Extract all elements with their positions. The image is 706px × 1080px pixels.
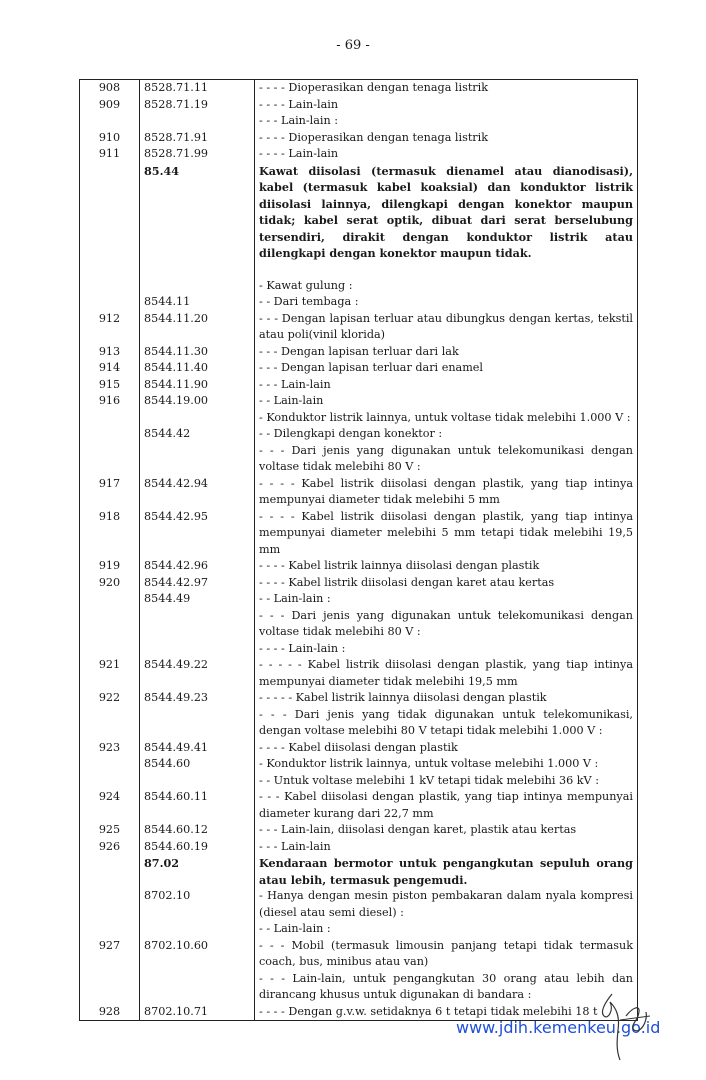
- description: - - - Lain-lain, untuk pengangkutan 30 orang atau lebih dan dirancang khusus untuk digunakan di bandara :: [255, 971, 638, 1004]
- table-row: [80, 740, 638, 757]
- description: - - - - Dengan g.v.w. setidaknya 6 t tetapi tidak melebihi 18 t: [255, 1004, 638, 1021]
- hs-code: 8544.60.19: [140, 839, 255, 856]
- hs-code: 8544.42.95: [140, 509, 255, 559]
- row-number: 924: [80, 789, 140, 822]
- table-row: [80, 443, 638, 476]
- row-number: 913: [80, 344, 140, 361]
- hs-code: 8702.10.60: [140, 938, 255, 971]
- table-row: [80, 97, 638, 114]
- row-number: 926: [80, 839, 140, 856]
- table-row: [80, 146, 638, 163]
- row-number: 914: [80, 360, 140, 377]
- table-row: [80, 575, 638, 592]
- hs-code: 8528.71.91: [140, 130, 255, 147]
- table-row: [80, 888, 638, 921]
- row-number: 921: [80, 657, 140, 690]
- description: - Konduktor listrik lainnya, untuk voltase tidak melebihi 1.000 V :: [255, 410, 638, 427]
- description: - Kawat gulung :: [255, 278, 638, 295]
- description: - - Lain-lain :: [255, 591, 638, 608]
- table-row: [80, 971, 638, 1004]
- hs-code: 8544.11.20: [140, 311, 255, 344]
- description: - - - - Kabel listrik lainnya diisolasi dengan plastik: [255, 558, 638, 575]
- hs-code: [140, 921, 255, 938]
- hs-code: [140, 707, 255, 740]
- description: - Hanya dengan mesin piston pembakaran dalam nyala kompresi (diesel atau semi diesel) :: [255, 888, 638, 921]
- table-row: [80, 641, 638, 658]
- description: - - - Lain-lain: [255, 839, 638, 856]
- table-row: [80, 278, 638, 295]
- description: - - Lain-lain: [255, 393, 638, 410]
- hs-code: 8544.60.12: [140, 822, 255, 839]
- description: - - - Lain-lain, diisolasi dengan karet, plastik atau kertas: [255, 822, 638, 839]
- description: - - Untuk voltase melebihi 1 kV tetapi tidak melebihi 36 kV :: [255, 773, 638, 790]
- row-number: [80, 113, 140, 130]
- table-row: [80, 311, 638, 344]
- hs-code: 8544.49: [140, 591, 255, 608]
- hs-code: 8544.42: [140, 426, 255, 443]
- row-number: 915: [80, 377, 140, 394]
- hs-code: 87.02: [140, 855, 255, 888]
- description: - - - - Dioperasikan dengan tenaga listrik: [255, 130, 638, 147]
- hs-code: 8544.60.11: [140, 789, 255, 822]
- hs-code: [140, 113, 255, 130]
- handwritten-signature-icon: [590, 986, 670, 1066]
- table-row: [80, 360, 638, 377]
- row-number: [80, 163, 140, 262]
- table-row: [80, 426, 638, 443]
- description: - - - - Lain-lain: [255, 146, 638, 163]
- row-number: 908: [80, 80, 140, 97]
- description: - - - Kabel diisolasi dengan plastik, yang tiap intinya mempunyai diameter kurang dari 22,7 mm: [255, 789, 638, 822]
- description: - - - - Kabel listrik diisolasi dengan karet atau kertas: [255, 575, 638, 592]
- description: - Konduktor listrik lainnya, untuk voltase melebihi 1.000 V :: [255, 756, 638, 773]
- description: - - - Dari jenis yang digunakan untuk telekomunikasi dengan voltase tidak melebihi 80 V :: [255, 443, 638, 476]
- table-row: [80, 921, 638, 938]
- row-number: 918: [80, 509, 140, 559]
- hs-code: 8544.49.22: [140, 657, 255, 690]
- table-row: [80, 344, 638, 361]
- table-row: [80, 163, 638, 262]
- table-row: [80, 410, 638, 427]
- hs-code: 8544.11: [140, 294, 255, 311]
- hs-code: 8544.60: [140, 756, 255, 773]
- page-number: - 69 -: [336, 38, 370, 53]
- row-number: [80, 855, 140, 888]
- description: - - - Dengan lapisan terluar dari enamel: [255, 360, 638, 377]
- table-row: [80, 393, 638, 410]
- hs-code: 8528.71.11: [140, 80, 255, 97]
- hs-code: 8544.11.40: [140, 360, 255, 377]
- description: - - - - - Kabel listrik lainnya diisolasi dengan plastik: [255, 690, 638, 707]
- row-number: [80, 443, 140, 476]
- row-number: 919: [80, 558, 140, 575]
- table-row: [80, 476, 638, 509]
- table-row: [80, 608, 638, 641]
- row-number: 927: [80, 938, 140, 971]
- spacer-row: [80, 262, 638, 278]
- hs-code: 8528.71.99: [140, 146, 255, 163]
- hs-code: [140, 410, 255, 427]
- description: - - - - Kabel listrik diisolasi dengan plastik, yang tiap intinya mempunyai diameter tidak melebihi 5 mm: [255, 476, 638, 509]
- description: - - - - Lain-lain :: [255, 641, 638, 658]
- row-number: [80, 888, 140, 921]
- hs-code: 8544.49.41: [140, 740, 255, 757]
- row-number: [80, 921, 140, 938]
- table-row: [80, 855, 638, 888]
- table-row: [80, 756, 638, 773]
- description: - - - Lain-lain :: [255, 113, 638, 130]
- hs-code: [140, 971, 255, 1004]
- description: - - - Mobil (termasuk limousin panjang tetapi tidak termasuk coach, bus, minibus atau van): [255, 938, 638, 971]
- table-row: [80, 773, 638, 790]
- table-row: [80, 591, 638, 608]
- footer-website-link[interactable]: www.jdih.kemenkeu.go.id: [456, 1018, 661, 1037]
- description: - - - - Lain-lain: [255, 97, 638, 114]
- table-row: [80, 294, 638, 311]
- table-row: [80, 113, 638, 130]
- table-row: [80, 509, 638, 559]
- table-row: [80, 80, 638, 97]
- hs-code: 8544.11.90: [140, 377, 255, 394]
- hs-code: [140, 641, 255, 658]
- table-row: [80, 707, 638, 740]
- row-number: 925: [80, 822, 140, 839]
- table-row: [80, 938, 638, 971]
- row-number: [80, 773, 140, 790]
- description: - - - Dengan lapisan terluar dari lak: [255, 344, 638, 361]
- description: - - - Dari jenis yang tidak digunakan untuk telekomunikasi, dengan voltase melebihi 80 V tetapi tidak melebihi 1.000 V :: [255, 707, 638, 740]
- description: - - - - Dioperasikan dengan tenaga listrik: [255, 80, 638, 97]
- hs-code: 8702.10.71: [140, 1004, 255, 1021]
- row-number: 923: [80, 740, 140, 757]
- hs-code: 8544.19.00: [140, 393, 255, 410]
- table-row: [80, 690, 638, 707]
- row-number: [80, 707, 140, 740]
- table-row: [80, 839, 638, 856]
- table-row: [80, 789, 638, 822]
- row-number: 920: [80, 575, 140, 592]
- description: - - - - Kabel listrik diisolasi dengan plastik, yang tiap intinya mempunyai diameter melebihi 5 mm tetapi tidak melebihi 19,5 mm: [255, 509, 638, 559]
- row-number: [80, 278, 140, 295]
- description: - - - Dari jenis yang digunakan untuk telekomunikasi dengan voltase tidak melebihi 80 V :: [255, 608, 638, 641]
- table-row: [80, 377, 638, 394]
- hs-code: 8544.42.97: [140, 575, 255, 592]
- row-number: 910: [80, 130, 140, 147]
- description: - - - - Kabel diisolasi dengan plastik: [255, 740, 638, 757]
- row-number: 922: [80, 690, 140, 707]
- table-row: [80, 130, 638, 147]
- row-number: [80, 641, 140, 658]
- row-number: 912: [80, 311, 140, 344]
- row-number: [80, 756, 140, 773]
- hs-code: [140, 443, 255, 476]
- description: Kawat diisolasi (termasuk dienamel atau dianodisasi), kabel (termasuk kabel koaksial) dan konduktor listrik diisolasi lainnya, dilengkapi dengan konektor maupun tidak; kabel serat optik, dibuat dari serat berselubung tersendiri, dirakit dengan konduktor listrik atau dilengkapi dengan konektor maupun tidak.: [255, 163, 638, 262]
- hs-code: 8544.42.94: [140, 476, 255, 509]
- description: Kendaraan bermotor untuk pengangkutan sepuluh orang atau lebih, termasuk pengemudi.: [255, 855, 638, 888]
- row-number: [80, 591, 140, 608]
- hs-code: 8544.49.23: [140, 690, 255, 707]
- hs-code: [140, 278, 255, 295]
- hs-code: 8544.11.30: [140, 344, 255, 361]
- hs-code: 8544.42.96: [140, 558, 255, 575]
- row-number: 916: [80, 393, 140, 410]
- description: - - - Lain-lain: [255, 377, 638, 394]
- hs-code: 8528.71.19: [140, 97, 255, 114]
- table-row: [80, 822, 638, 839]
- row-number: [80, 971, 140, 1004]
- tariff-table: [79, 79, 638, 1021]
- description: - - Dari tembaga :: [255, 294, 638, 311]
- row-number: 928: [80, 1004, 140, 1021]
- row-number: [80, 410, 140, 427]
- table-row: [80, 657, 638, 690]
- description: - - Lain-lain :: [255, 921, 638, 938]
- description: - - Dilengkapi dengan konektor :: [255, 426, 638, 443]
- hs-code: 8702.10: [140, 888, 255, 921]
- row-number: 917: [80, 476, 140, 509]
- table-row: [80, 558, 638, 575]
- hs-code: 85.44: [140, 163, 255, 262]
- row-number: 911: [80, 146, 140, 163]
- row-number: 909: [80, 97, 140, 114]
- hs-code: [140, 608, 255, 641]
- description: - - - - - Kabel listrik diisolasi dengan plastik, yang tiap intinya mempunyai diameter tidak melebihi 19,5 mm: [255, 657, 638, 690]
- hs-code: [140, 773, 255, 790]
- row-number: [80, 608, 140, 641]
- description: - - - Dengan lapisan terluar atau dibungkus dengan kertas, tekstil atau poli(vinil klorida): [255, 311, 638, 344]
- row-number: [80, 294, 140, 311]
- row-number: [80, 426, 140, 443]
